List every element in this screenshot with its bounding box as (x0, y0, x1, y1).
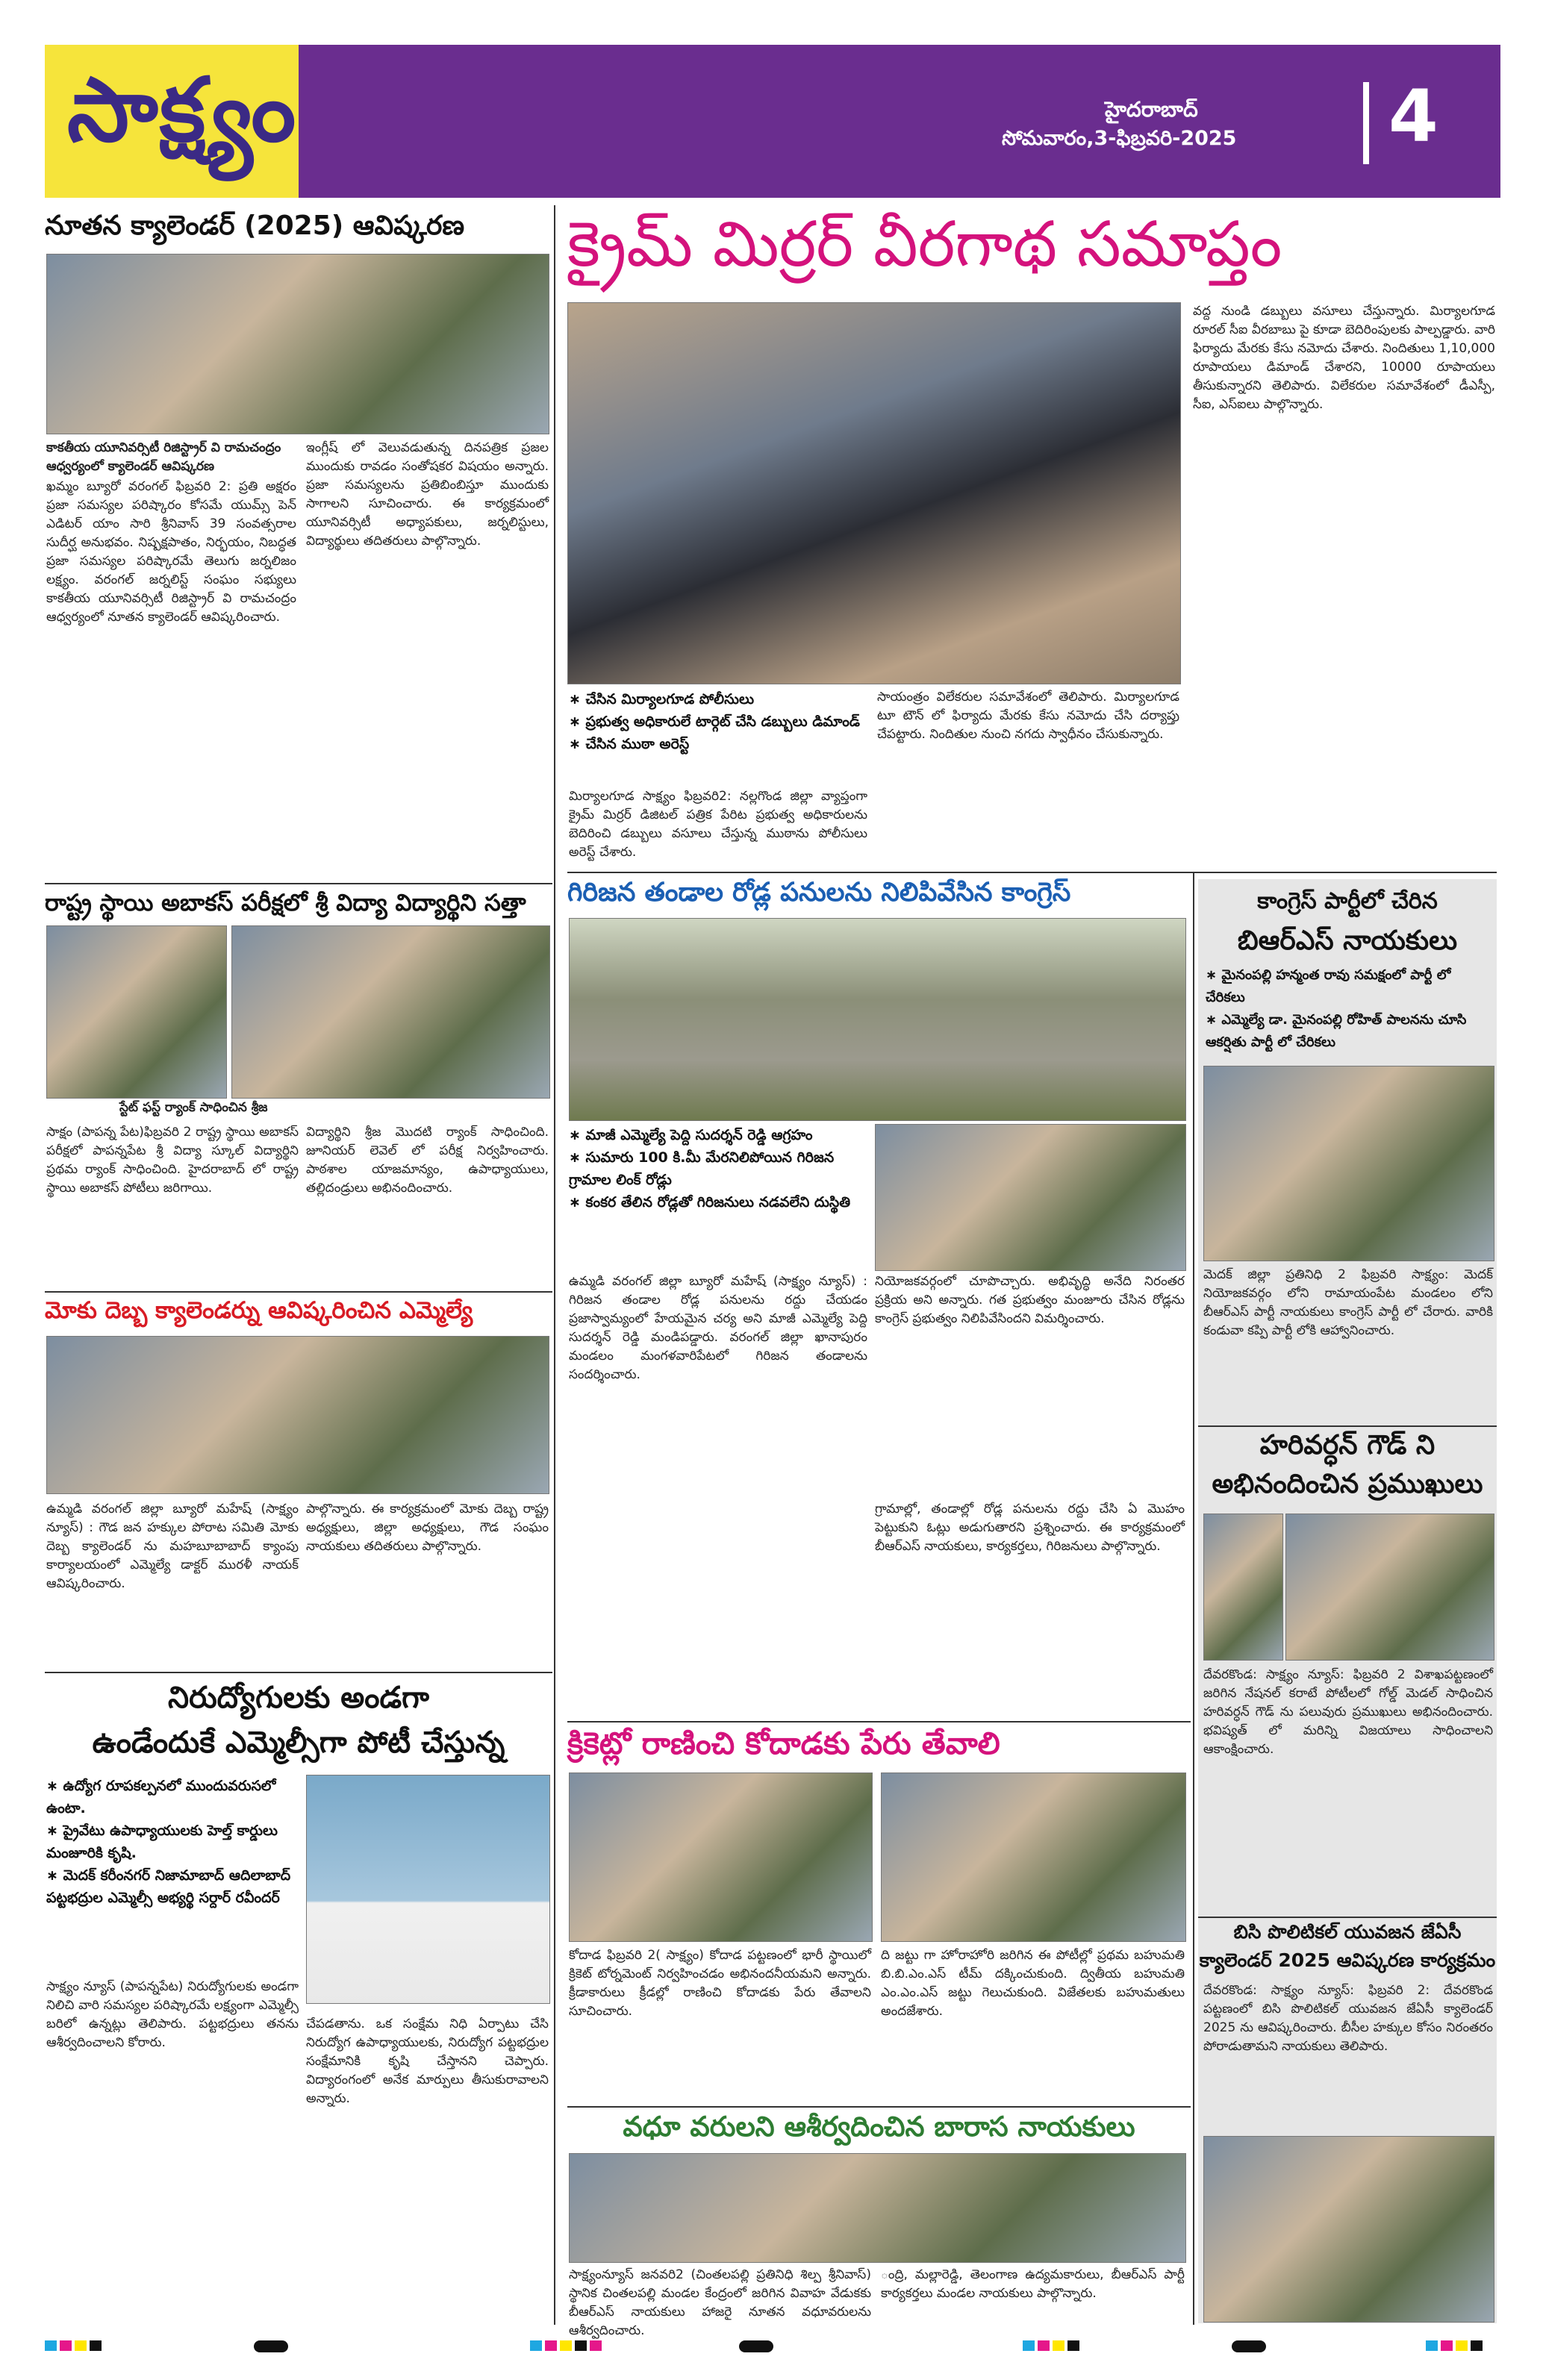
article-body: చేపడతాను. ఒక సంక్షేమ నిధి ఏర్పాటు చేసి నిరుద్యోగ ఉపాధ్యాయులకు, నిరుద్యోగ పట్టభద్రుల సంక్షేమానికి కృషి చేస్తానని చెప్పారు. విద్యారంగంలో అనేక మార్పులు తీసుకురావాలని అన్నారు. (306, 2017, 549, 2106)
masthead-date: సోమవారం,3-ఫిబ్రవరి-2025 (1002, 127, 1237, 150)
color-mark (1038, 2340, 1050, 2351)
road-photo (569, 918, 1186, 1121)
register-mark (739, 2340, 773, 2352)
article-body: సాక్ష్యం న్యూస్ (పాపన్నపేట) నిరుద్యోగులకు అండగా నిలిచి వారి సమస్యల పరిష్కారమే లక్ష్యంగా ఎమ్మెల్సీ బరిలో ఉన్నట్లు తెలిపారు. పట్టభద్రులు తనను ఆశీర్వదించాలని కోరారు. (46, 1979, 299, 2050)
article-body: గ్రామాల్లో, తండాల్లో రోడ్ల పనులను రద్దు చేసి ఏ మొహం పెట్టుకుని ఓట్లు అడుగుతారని ప్రశ్నించారు. ఈ కార్యక్రమంలో బీఆర్ఎస్ నాయకులు, కార్యకర్తలు, గిరిజనులు పాల్గొన్నారు. (875, 1502, 1185, 1554)
wedding-photo (569, 2153, 1186, 2263)
bullet-item: ∗ కంకర తేలిన రోడ్లతో గిరిజనులు నడవలేని దుస్థితి (569, 1191, 867, 1214)
section-rule (567, 872, 1497, 873)
story-headline: క్రికెట్లో రాణించి కోదాడకు పేరు తేవాలి (567, 1725, 1000, 1761)
story-headline: నూతన క్యాలెండర్ (2025) ఆవిష్కరణ (45, 210, 465, 241)
bullet-item: ∗ ప్రైవేటు ఉపాధ్యాయులకు హెల్త్ కార్డులు మంజూరికి కృషి. (46, 1820, 293, 1864)
bullet-item: ∗ ప్రభుత్వ అధికారులే టార్గెట్ చేసి డబ్బులు డిమాండ్ (569, 710, 867, 733)
article-body: ంద్రి, మల్లారెడ్డి, తెలంగాణ ఉద్యమకారులు, బీఆర్ఎస్ పార్టీ కార్యకర్తలు మండల నాయకులు పాల్గొన్నారు. (881, 2267, 1185, 2301)
color-mark (1426, 2340, 1438, 2351)
story-headline: హరివర్ధన్ గౌడ్ ని (1259, 1430, 1436, 1461)
color-mark (1471, 2340, 1483, 2351)
color-mark (75, 2340, 87, 2351)
award-photo (1203, 1514, 1283, 1661)
bullet-item: ∗ ఉద్యోగ రూపకల్పనలో ముందువరుసలో ఉంటా. (46, 1775, 293, 1820)
article-body: ఉమ్మడి వరంగల్ జిల్లా బ్యూరో మహేష్ (సాక్ష్యం న్యూస్) : గౌడ జన హక్కుల పోరాట సమితి మోకు దెబ్బ క్యాలెండర్ ను మహబూబాబాద్ క్యాంపు కార్యాలయంలో ఎమ్మెల్యే డాక్టర్ మురళీ నాయక్ ఆవిష్కరించారు. (46, 1502, 299, 1591)
story-headline: కాంగ్రెస్ పార్టీలో చేరిన (1257, 888, 1438, 914)
color-mark (45, 2340, 57, 2351)
color-mark (1456, 2340, 1468, 2351)
section-rule (567, 2106, 1191, 2108)
section-rule (567, 1721, 1191, 1722)
article-body: ఉమ్మడి వరంగల్ జిల్లా బ్యూరో మహేష్ (సాక్ష్యం న్యూస్) : గిరిజన తండాల రోడ్ల పనులను రద్దు చేయడం ప్రజాస్వామ్యంలో హేయమైన చర్య అని మాజీ ఎమ్మెల్యే పెద్ది సుదర్శన్ రెడ్డి మండిపడ్డారు. వరంగల్ జిల్లా ఖానాపురం మండలం మంగళవారిపేటలో గిరిజన తండాలను సందర్శించారు. (569, 1274, 867, 1382)
color-mark (560, 2340, 572, 2351)
section-rule (1198, 1425, 1497, 1427)
newspaper-logo: సాక్ష్యం (67, 58, 298, 161)
section-rule (45, 1291, 552, 1293)
article-body: ఇంగ్లీష్ లో వెలువడుతున్న దినపత్రిక ప్రజల ముందుకు రావడం సంతోషకర విషయం అన్నారు. ప్రజా సమస్యలను ప్రతిబింబిస్తూ ముందుకు సాగాలని సూచించారు. ఈ కార్యక్రమంలో యూనివర్సిటీ అధ్యాపకులు, జర్నలిస్టులు, విద్యార్థులు తదితరులు పాల్గొన్నారు. (306, 440, 549, 549)
color-mark (575, 2340, 587, 2351)
bullet-item: ∗ మైనంపల్లి హన్మంత రావు సమక్షంలో పార్టీ లో చేరికలు (1206, 964, 1493, 1009)
bullet-item: ∗ ఎమ్మెల్యే డా. మైనంపల్లి రోహిత్ పాలనను చూసి ఆకర్షితు పార్టీ లో చేరికలు (1206, 1009, 1493, 1054)
calendar-photo (1203, 2136, 1494, 2323)
story-headline: బిసి పొలిటికల్ యువజన జేఏసీ (1233, 1921, 1462, 1943)
color-mark (530, 2340, 542, 2351)
award-photo (1285, 1514, 1494, 1661)
color-mark (590, 2340, 602, 2351)
story-headline: బిఆర్ఎస్ నాయకులు (1237, 925, 1458, 956)
lead-headline: క్రైమ్ మిర్రర్ వీరగాథ సమాప్తం (567, 207, 1282, 281)
article-body: విద్యార్థిని శ్రీజ మొదటి ర్యాంక్ సాధించింది. జూనియర్ లెవెల్ లో పరీక్ష నిర్వహించారు. పాఠశాల యాజమాన్యం, ఉపాధ్యాయులు, తల్లిదండ్రులు అభినందించారు. (306, 1125, 549, 1196)
bullet-item: ∗ మాజీ ఎమ్మెల్యే పెద్ది సుదర్శన్ రెడ్డి ఆగ్రహం (569, 1124, 867, 1146)
color-mark (1053, 2340, 1064, 2351)
cricket-photo (881, 1772, 1186, 1942)
article-body: సాక్షం (పాపన్న పేట)ఫిబ్రవరి 2 రాష్ట్ర స్థాయి అబాకస్ పరీక్షలో పాపన్నపేట శ్రీ విద్యా స్కూల్ విద్యార్థిని ప్రథమ ర్యాంక్ సాధించింది. హైదరాబాద్ లో రాష్ట్ర స్థాయి అబాకస్ పోటీలు జరిగాయి. (46, 1125, 299, 1196)
color-mark (545, 2340, 557, 2351)
bullet-item: ∗ చేసిన మిర్యాలగూడ పోలీసులు (569, 688, 867, 710)
highlight-bullets (569, 688, 867, 785)
print-marks (45, 2340, 1500, 2355)
highlight-bullets (569, 1124, 867, 1269)
highlight-bullets (46, 1775, 293, 1973)
story-headline: రాష్ట్ర స్థాయి అబాకస్ పరీక్షలో శ్రీ విద్యా విద్యార్థిని సత్తా (45, 890, 526, 916)
news-photo (46, 254, 549, 434)
article-body: సాక్ష్యంన్యూస్ జనవరి2 (చింతలపల్లి ప్రతినిధి శిల్ప శ్రీనివాస్) స్థానిక చింతలపల్లి మండల కేంద్రంలో జరిగిన వివాహ వేడుకకు బీఆర్ఎస్ నాయకులు హాజరై నూతన వధూవరులను ఆశీర్వదించారు. (569, 2267, 871, 2338)
bullet-item: ∗ చేసిన ముఠా అరెస్ట్ (569, 733, 867, 755)
article-body: ఖమ్మం బ్యూరో వరంగల్ ఫిబ్రవరి 2: ప్రతి అక్షరం ప్రజా సమస్యల పరిష్కారం కోసమే యుమ్స్ పెన్ ఎడిటర్ యాం సారి శ్రీనివాస్ 39 సంవత్సరాల సుదీర్ఘ అనుభవం. నిష్పక్షపాతం, నిర్భయం, నిబద్ధత ప్రజా సమస్యల పరిష్కారమే తెలుగు జర్నలిజం లక్ష్యం. వరంగల్ జర్నలిస్ట్ సంఘం సభ్యులు కాకతీయ యూనివర్సిటీ రిజిస్ట్రార్ వి రామచంద్రం ఆధ్వర్యంలో నూతన క్యాలెండర్ ఆవిష్కరించారు. (46, 479, 296, 625)
story-headline: గిరిజన తండాల రోడ్ల పనులను నిలిపివేసిన కాంగ్రెస్ (567, 878, 1071, 908)
article-body: కోదాడ ఫిబ్రవరి 2( సాక్ష్యం) కోదాడ పట్టణంలో భారీ స్థాయిలో క్రికెట్ టోర్నమెంట్ నిర్వహించడం అభినందనీయమని అన్నారు. క్రీడాకారులు క్రీడల్లో రాణించి కోదాడకు పేరు తేవాలని సూచించారు. (569, 1948, 871, 2019)
article-body: దేవరకొండ: సాక్ష్యం న్యూస్: ఫిబ్రవరి 2 విశాఖపట్టణంలో జరిగిన నేషనల్ కరాటే పోటీలలో గోల్డ్ మెడల్ సాధించిన హరివర్ధన్ గౌడ్ ను పలువురు ప్రముఖులు అభినందించారు. భవిష్యత్ లో మరిన్ని విజయాలు సాధించాలని ఆకాంక్షించారు. (1203, 1667, 1493, 1757)
article-body: వద్ద నుండి డబ్బులు వసూలు చేస్తున్నారు. మిర్యాలగూడ రూరల్ సీఐ వీరబాబు పై కూడా బెదిరింపులకు పాల్పడ్డారు. వారి ఫిర్యాదు మేరకు కేసు నమోదు చేశారు. నిందితులు 1,10,000 రూపాయలు డిమాండ్ చేశారని, 10000 రూపాయలు తీసుకున్నారని తెలిపారు. విలేకరుల సమావేశంలో డీఎస్పీ, సీఐ, ఎస్ఐలు పాల్గొన్నారు. (1193, 304, 1495, 412)
article-body: మెదక్ జిల్లా ప్రతినిధి 2 ఫిబ్రవరి సాక్ష్యం: మెదక్ నియోజకవర్గం లోని రామాయంపేట మండలం లోని బీఆర్ఎస్ పార్టీ నాయకులు కాంగ్రెస్ పార్టీ లో చేరారు. వారికి కండువా కప్పి పార్టీ లోకి ఆహ్వానించారు. (1203, 1267, 1493, 1338)
story-headline: క్యాలెండర్ 2025 ఆవిష్కరణ కార్యక్రమం (1199, 1949, 1496, 1971)
visit-photo (875, 1124, 1186, 1271)
photo-caption: కాకతీయ యూనివర్సిటీ రిజిస్ట్రార్ వి రామచంద్రం ఆధ్వర్యంలో క్యాలెండర్ ఆవిష్కరణ (46, 440, 281, 474)
article-body: సాయంత్రం విలేకరుల సమావేశంలో తెలిపారు. మిర్యాలగూడ టూ టౌన్ లో ఫిర్యాదు మేరకు కేసు నమోదు చేసి దర్యాప్తు చేపట్టారు. నిందితుల నుంచి నగదు స్వాధీనం చేసుకున్నారు. (877, 690, 1179, 742)
highlight-bullets (1206, 964, 1493, 1061)
story-headline: నిరుద్యోగులకు అండగా (168, 1681, 429, 1715)
masthead-city: హైదరాబాద్ (1105, 97, 1198, 122)
news-photo (46, 1336, 549, 1494)
photo-caption: స్టేట్ ఫస్ట్ ర్యాంక్ సాధించిన శ్రీజ (119, 1100, 268, 1115)
color-mark (90, 2340, 102, 2351)
joining-photo (1203, 1066, 1494, 1261)
register-mark (254, 2340, 288, 2352)
bullet-item: ∗ సుమారు 100 కి.మీ మేరనిలిపోయిన గిరిజన గ్రామాల లింక్ రోడ్లు (569, 1146, 867, 1191)
arrest-photo (567, 302, 1181, 684)
article-body: నియోజకవర్గంలో చూపొచ్చారు. అభివృద్ధి అనేది నిరంతర ప్రక్రియ అని అన్నారు. గత ప్రభుత్వం మంజూరు చేసిన రోడ్లను కాంగ్రెస్ ప్రభుత్వం నిలిపివేసిందని విమర్శించారు. (875, 1274, 1185, 1326)
color-mark (60, 2340, 72, 2351)
story-headline: మోకు దెబ్బ క్యాలెండర్ను ఆవిష్కరించిన ఎమ్మెల్యే (45, 1297, 473, 1324)
article-body: దేవరకొండ: సాక్ష్యం న్యూస్: ఫిబ్రవరి 2: దేవరకొండ పట్టణంలో బిసి పొలిటికల్ యువజన జేఏసీ క్యాలెండర్ 2025 ను ఆవిష్కరించారు. బీసీల హక్కుల కోసం నిరంతరం పోరాడుతామని నాయకులు తెలిపారు. (1203, 1983, 1493, 2054)
student-photo (46, 925, 227, 1099)
article-body: పాల్గొన్నారు. ఈ కార్యక్రమంలో మోకు దెబ్బ రాష్ట్ర అధ్యక్షులు, జిల్లా అధ్యక్షులు, గౌడ సంఘం నాయకులు తదితరులు పాల్గొన్నారు. (306, 1502, 549, 1554)
section-rule (45, 1672, 552, 1673)
bullet-item: ∗ మెదక్ కరీంనగర్ నిజామాబాద్ ఆదిలాబాద్ పట్టభద్రుల ఎమ్మెల్సీ అభ్యర్థి సర్దార్ రవీందర్ (46, 1864, 293, 1909)
award-photo (231, 925, 550, 1099)
story-headline: వధూ వరులని ఆశీర్వదించిన బారాస నాయకులు (623, 2111, 1135, 2143)
article-body: ది జట్టు గా హోరాహోరి జరిగిన ఈ పోటీల్లో ప్రథమ బహుమతి బి.బి.ఎం.ఎస్ టీమ్ దక్కించుకుంది. ద్వితీయ బహుమతి ఎం.ఎం.ఎస్ జట్టు గెలుచుకుంది. విజేతలకు బహుమతులు అందజేశారు. (881, 1948, 1185, 2019)
masthead-divider (1363, 82, 1369, 164)
color-mark (1023, 2340, 1035, 2351)
article-body: మిర్యాలగూడ సాక్ష్యం ఫిబ్రవరి2: నల్లగొండ జిల్లా వ్యాప్తంగా క్రైమ్ మిర్రర్ డిజిటల్ పత్రిక పేరిట ప్రభుత్వ అధికారులను బెదిరించి డబ్బులు వసూలు చేస్తున్న ముఠాను పోలీసులు అరెస్ట్ చేశారు. (569, 789, 867, 860)
section-rule (45, 883, 552, 884)
story-headline: అభినందించిన ప్రముఖులు (1212, 1469, 1483, 1499)
cricket-photo (569, 1772, 873, 1942)
section-rule (1198, 1917, 1497, 1918)
candidate-photo (306, 1775, 550, 2004)
column-divider (1193, 873, 1194, 2325)
register-mark (1232, 2340, 1266, 2352)
column-divider (554, 205, 555, 2325)
masthead-info-panel (299, 45, 1500, 198)
page-number: 4 (1388, 75, 1438, 158)
color-mark (1067, 2340, 1079, 2351)
story-headline: ఉండేందుకే ఎమ్మెల్సీగా పోటీ చేస్తున్న (92, 1725, 505, 1760)
color-mark (1441, 2340, 1453, 2351)
